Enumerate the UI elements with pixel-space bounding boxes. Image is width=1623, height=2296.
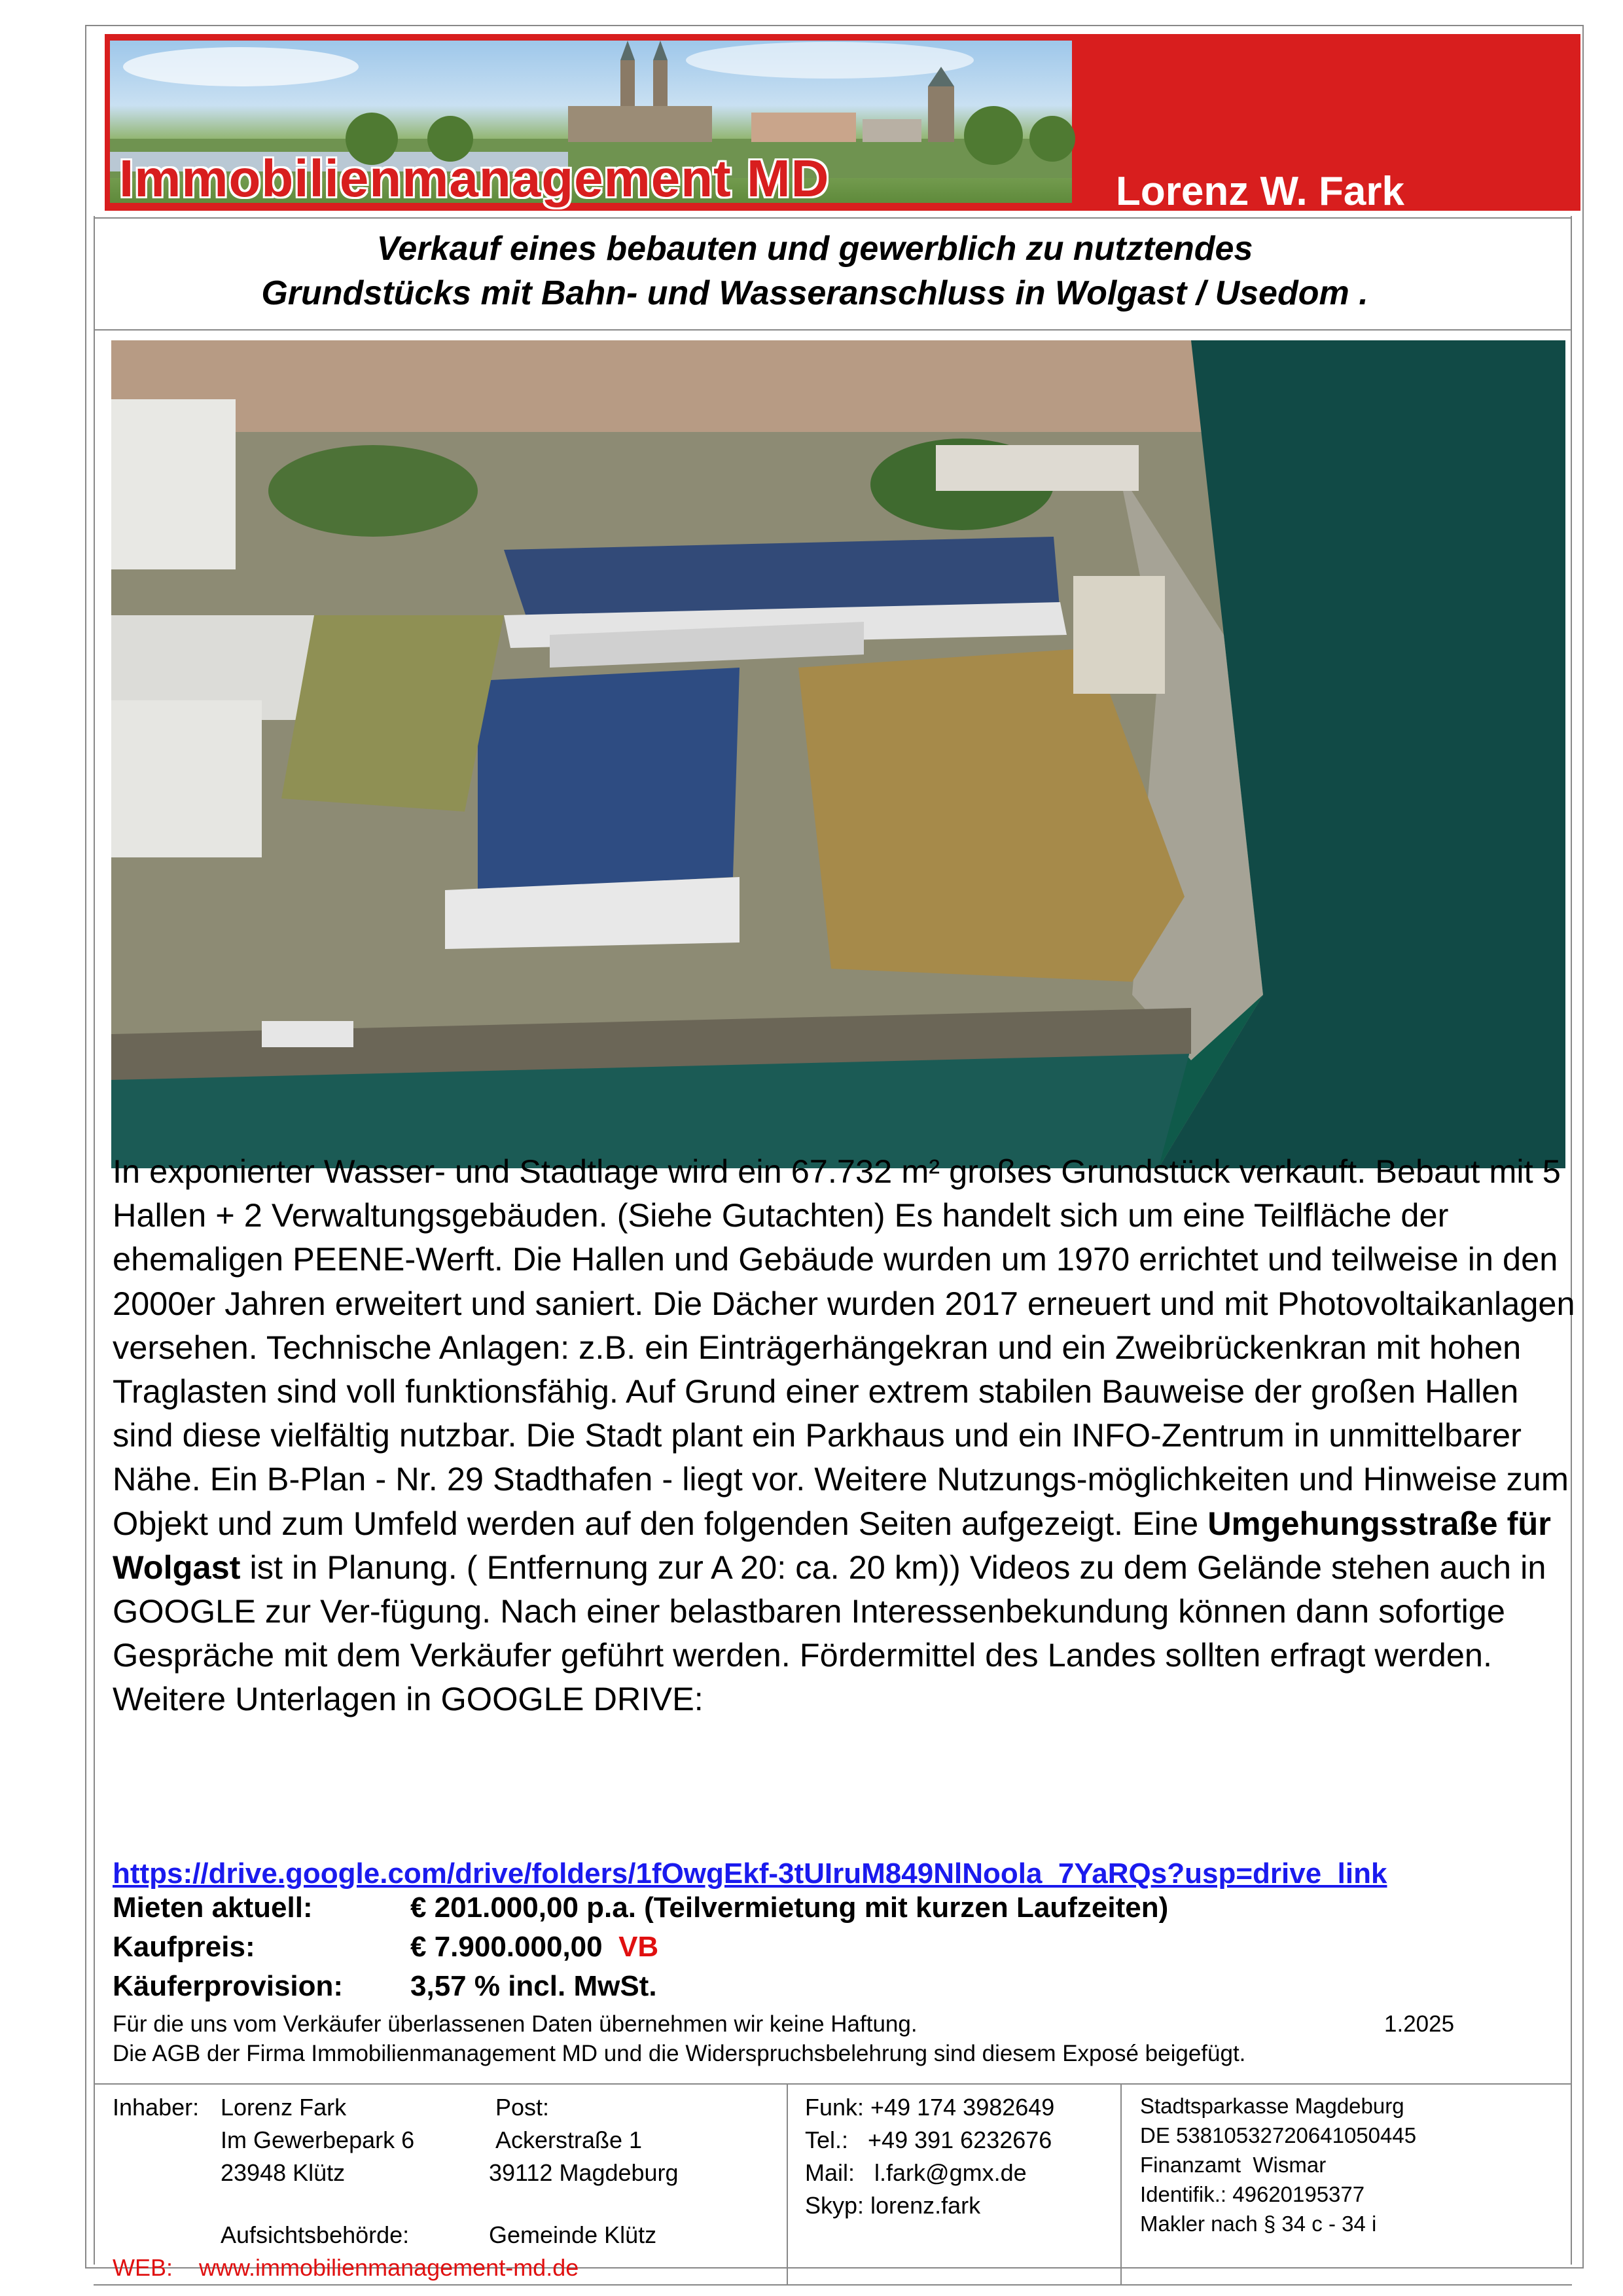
tax-id: Identifik.: 49620195377 [1140,2182,1365,2206]
authority-label: Aufsichtsbehörde: [221,2221,410,2248]
inner-left-rule [94,216,95,2265]
price-vb-badge: VB [618,1931,659,1963]
phone-tel: Tel.: +49 391 6232676 [805,2126,1052,2153]
bank-name: Stadtsparkasse Magdeburg [1140,2094,1404,2118]
broker-license: Makler nach § 34 c - 34 i [1140,2212,1377,2236]
description-part-1: In exponierter Wasser- und Stadtlage wird ein 67.732 m² großes Grundstück verkauft. Bebaut mit 5 Hallen + 2 Verwaltungsgebäuden. (Siehe Gutachten) Es handelt sich um eine Teilfläche der ehemaligen PEENE-Werft. Die Hallen und Gebäude wurden um 1970 errichtet und teilweise in den 2000er Jahren erweitert und saniert. Die Dächer wurden 2017 erneuert und mit Photovoltaikanlagen versehen. Technische Anlagen: z.B. ein Einträgerhängekran und ein Zweibrückenkran mit hohen Traglasten sind voll funktionsfähig. Auf Grund einer extrem stabilen Bauweise der großen Hallen sind diese vielfältig nutzbar. Die Stadt plant ein Parkhaus und ein INFO-Zentrum in unmittelbarer Nähe. Ein B-Plan - Nr. 29 Stadthafen - liegt vor. Weitere Nutzungs-möglichkeiten und Hinweise zum Objekt und zum Umfeld werden auf den folgenden Seiten aufgezeigt. Eine [113,1153,1575,1542]
owner-name: Lorenz W. Fark [1116,169,1404,214]
rule-under-title [94,329,1572,331]
disclaimer-note: Für die uns vom Verkäufer überlassenen Daten übernehmen wir keine Haftung. [113,2011,918,2037]
owner-label: Inhaber: [113,2094,200,2121]
rule-under-banner [94,217,1572,219]
aerial-site-photo [111,340,1565,1168]
owner-city: 23948 Klütz [221,2159,346,2186]
bank-iban: DE 53810532720641050445 [1140,2123,1417,2147]
footer-divider-1 [787,2083,788,2285]
price-value: € 7.900.000,00 [410,1931,603,1963]
rule-above-footer [94,2083,1572,2085]
title-line-2: Grundstücks mit Bahn- und Wasseranschluss in Wolgast / Usedom . [261,274,1368,312]
owner-street: Im Gewerbepark 6 [221,2126,415,2153]
rent-value: € 201.000,00 p.a. (Teilvermietung mit kurzen Laufzeiten) [410,1892,1169,1924]
header-banner [105,34,1580,214]
skype: Skyp: lorenz.fark [805,2192,981,2219]
description-bypass-highlight: Umgehungsstraße für Wolgast [113,1504,1551,1586]
price-row [113,1931,658,1964]
date-note: 1.2025 [1384,2011,1455,2037]
phone-mobile: Funk: +49 174 3982649 [805,2094,1055,2121]
post-city: 39112 Magdeburg [489,2159,679,2186]
post-street: Ackerstraße 1 [495,2126,643,2153]
property-description [113,1149,1578,1721]
tax-office: Finanzamt Wismar [1140,2153,1327,2177]
website[interactable]: WEB: www.immobilienmanagement-md.de [113,2254,579,2281]
commission-value: 3,57 % incl. MwSt. [410,1970,657,2002]
footer-divider-2 [1120,2083,1122,2285]
email[interactable]: Mail: l.fark@gmx.de [805,2159,1027,2186]
owner-name-footer: Lorenz Fark [221,2094,347,2121]
agb-note: Die AGB der Firma Immobilienmanagement MD und die Widerspruchsbelehrung sind diesem Exposé beigefügt. [113,2041,1246,2066]
title-line-1: Verkauf eines bebauten und gewerblich zu nutztendes [376,230,1253,268]
rent-label: Mieten aktuell: [113,1892,313,1924]
google-drive-link[interactable]: https://drive.google.com/drive/folders/1fOwgEkf-3tUIruM849NlNoola_7YaRQs?usp=drive_link [113,1857,1387,1890]
rent-row [113,1892,1168,1924]
price-label: Kaufpreis: [113,1931,255,1963]
rule-page-bottom [94,2284,1572,2286]
brand-wordmark: Immobilienmanagement MD [119,149,830,207]
description-part-2: ist in Planung. ( Entfernung zur A 20: ca. 20 km)) Videos zu dem Gelände stehen auch in GOOGLE zur Ver-fügung. Nach einer belastbaren Interessenbekundung können dann sofortige Gespräche mit dem Verkäufer geführt werden. Fördermittel des Landes sollten erfragt werden. [113,1548,1546,1674]
commission-row [113,1970,657,2003]
authority-value: Gemeinde Klütz [489,2221,657,2248]
post-label: Post: [495,2094,550,2121]
drive-label: Weitere Unterlagen in GOOGLE DRIVE: [113,1680,704,1718]
commission-label: Käuferprovision: [113,1970,344,2002]
